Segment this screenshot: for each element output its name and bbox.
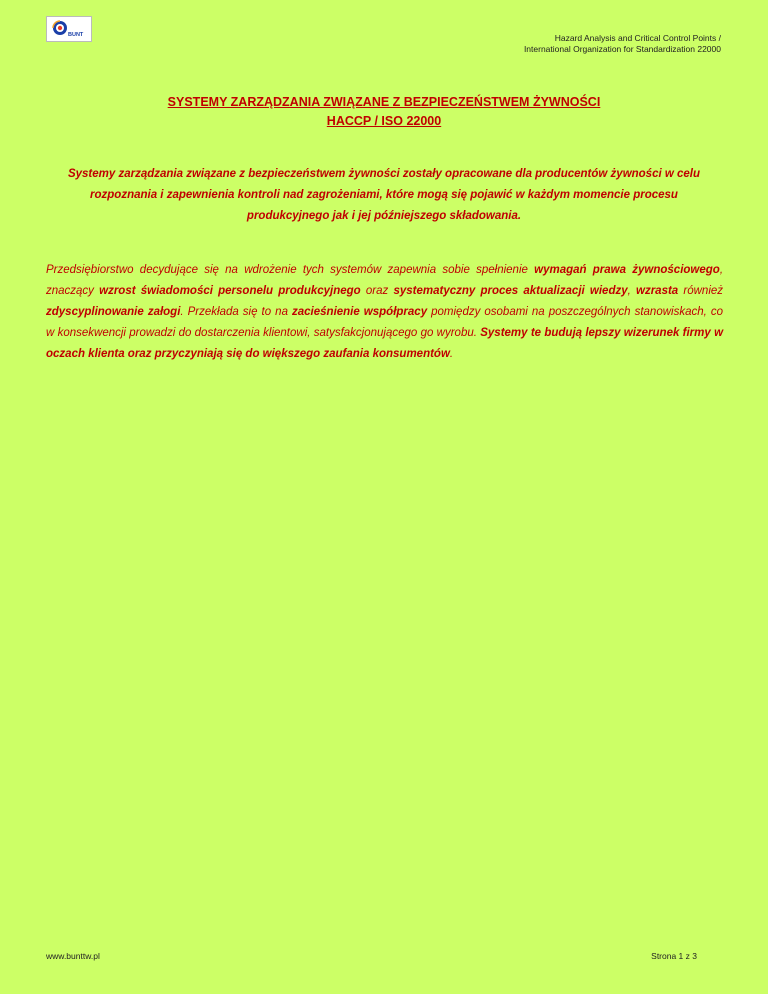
- body-text: pomiędzy osobami na poszczególnych stanowiskach, co w konsekwencji prowadzi do dostarczenia klientowi, satysfakcjonującego go wyrobu.: [46, 306, 723, 339]
- body-text: . Przekłada się to na: [180, 306, 293, 318]
- body-emphasis: systematyczny proces aktualizacji wiedzy: [393, 285, 628, 297]
- intro-line-3: produkcyjnego jak i jej późniejszego składowania.: [246, 210, 522, 222]
- body-text: , znaczący: [46, 264, 724, 297]
- title-line-1: SYSTEMY ZARZĄDZANIA ZWIĄZANE Z BEZPIECZEŃSTWEM ŻYWNOŚCI: [167, 95, 601, 109]
- body-emphasis: zacieśnienie współpracy: [292, 306, 428, 318]
- body-emphasis: wymagań prawa żywnościowego: [534, 264, 720, 276]
- logo-text: BUNT: [68, 32, 84, 38]
- intro-line-1: Systemy zarządzania związane z bezpieczeństwem żywności zostały opracowane dla producentów żywności w celu: [67, 168, 701, 180]
- body-emphasis: Systemy te budują lepszy wizerunek firmy w oczach klienta oraz przyczyniają się do większego zaufania konsumentów: [46, 327, 724, 360]
- body-text: ,: [627, 285, 637, 297]
- footer-page-number: Strona 1 z 3: [651, 951, 697, 961]
- body-text: .: [449, 348, 454, 360]
- intro-line-2: rozpoznania i zapewnienia kontroli nad zagrożeniami, które mogą się pojawić w każdym momencie procesu: [90, 189, 678, 201]
- document-header: [524, 33, 721, 55]
- body-paragraph: [46, 260, 723, 365]
- header-line-2: International Organization for Standardization 22000: [523, 44, 721, 54]
- company-logo: [46, 16, 92, 42]
- body-text: oraz: [360, 285, 394, 297]
- header-line-1: Hazard Analysis and Critical Control Points /: [554, 33, 721, 43]
- title-line-2: HACCP / ISO 22000: [326, 114, 442, 128]
- footer-website-link[interactable]: www.bunttw.pl: [46, 951, 100, 961]
- intro-paragraph: [46, 164, 722, 227]
- body-emphasis: zdyscyplinowanie załogi: [46, 306, 181, 318]
- body-text: również: [678, 285, 724, 297]
- body-emphasis: wzrasta: [636, 285, 679, 297]
- document-title: [0, 93, 768, 131]
- body-text: Przedsiębiorstwo decydujące się na wdrożenie tych systemów zapewnia sobie spełnienie: [46, 264, 535, 276]
- body-emphasis: wzrost świadomości personelu produkcyjnego: [99, 285, 361, 297]
